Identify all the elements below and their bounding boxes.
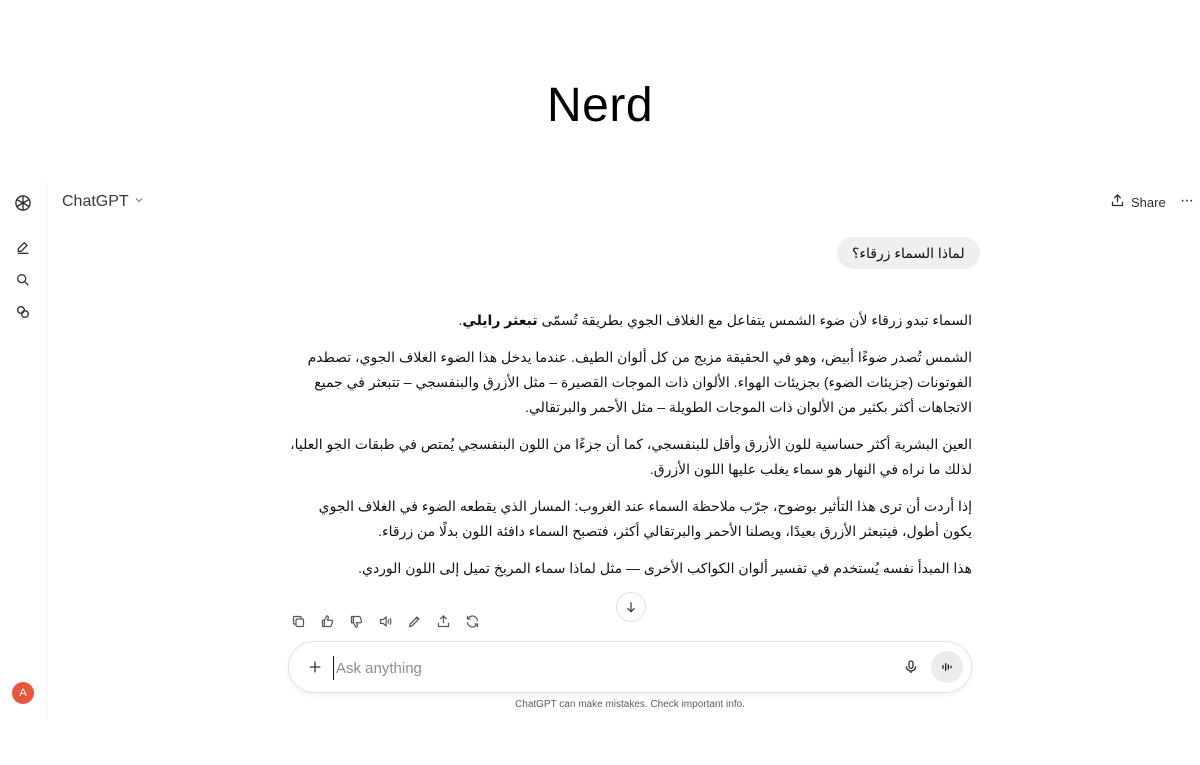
chatgpt-app: [0, 180, 1200, 765]
banner-title: Nerd: [546, 79, 654, 132]
model-name: ChatGPT: [62, 193, 129, 210]
edit-canvas-icon[interactable]: [404, 611, 424, 631]
answer-paragraph-1: السماء تبدو زرقاء لأن ضوء الشمس يتفاعل مع الغلاف الجوي بطريقة تُسمّى تبعثر رايلي.: [458, 312, 972, 328]
plus-icon[interactable]: [305, 657, 325, 677]
answer-paragraph-3: العين البشرية أكثر حساسية للون الأزرق وأقل للبنفسجي، كما أن جزءًا من اللون البنفسجي يُمتص في طبقات الجو العليا، لذلك ما نراه في النهار هو سماء يغلب عليها اللون الأزرق.: [290, 436, 972, 477]
regenerate-icon[interactable]: [462, 611, 482, 631]
user-avatar[interactable]: A: [12, 682, 34, 704]
waveform-icon: [939, 659, 955, 675]
composer: [288, 641, 972, 693]
thumbs-down-icon[interactable]: [346, 611, 366, 631]
read-aloud-icon[interactable]: [375, 611, 395, 631]
chevron-down-icon: [133, 193, 145, 211]
answer-paragraph-5: هذا المبدأ نفسه يُستخدم في تفسير ألوان الكواكب الأخرى — مثل لماذا سماء المريخ تميل إلى اللون الوردي.: [358, 560, 972, 576]
thumbs-up-icon[interactable]: [317, 611, 337, 631]
copy-icon[interactable]: [288, 611, 308, 631]
prompt-input[interactable]: [333, 656, 878, 680]
answer-bold-term: تبعثر رايلي: [462, 312, 538, 328]
disclaimer-text: ChatGPT can make mistakes. Check important info.: [515, 699, 745, 710]
gpts-icon[interactable]: [12, 301, 34, 323]
share-button[interactable]: [1110, 193, 1166, 211]
arrow-down-icon: [624, 600, 638, 614]
scroll-to-bottom-button[interactable]: [616, 592, 646, 622]
share-icon[interactable]: [433, 611, 453, 631]
new-chat-icon[interactable]: [12, 237, 34, 259]
answer-paragraph-2: الشمس تُصدر ضوءًا أبيض، وهو في الحقيقة مزيج من كل ألوان الطيف. عندما يدخل هذا الضوء الغلاف الجوي، تصطدم الفوتونات (جزيئات الضوء) بجزيئات الهواء. الألوان ذات الموجات القصيرة – مثل الأزرق والبنفسجي – تتبعثر في جميع الاتجاهات أكثر بكثير من الألوان ذات الموجات الطويلة – مثل الأحمر والبرتقالي.: [307, 349, 972, 415]
assistant-response: [286, 308, 972, 593]
response-actions: [288, 611, 482, 631]
upload-icon: [1110, 193, 1125, 211]
microphone-icon[interactable]: [901, 657, 921, 677]
openai-logo-icon[interactable]: [12, 192, 34, 214]
voice-mode-button[interactable]: [931, 651, 963, 683]
user-message-bubble: لماذا السماء زرقاء؟: [837, 237, 980, 269]
search-icon[interactable]: [12, 269, 34, 291]
share-label: Share: [1131, 194, 1166, 210]
model-selector[interactable]: [62, 193, 145, 211]
sidebar-rail: [0, 180, 47, 720]
answer-paragraph-4: إذا أردت أن ترى هذا التأثير بوضوح، جرّب ملاحظة السماء عند الغروب: المسار الذي يقطعه الضوء في الغلاف الجوي يكون أطول، فيتبعثر الأزرق بعيدًا، ويصلنا الأحمر والبرتقالي أكثر، فتصبح السماء دافئة اللون بدلًا من زرقاء.: [318, 498, 972, 539]
more-options-icon[interactable]: ···: [1180, 192, 1193, 209]
